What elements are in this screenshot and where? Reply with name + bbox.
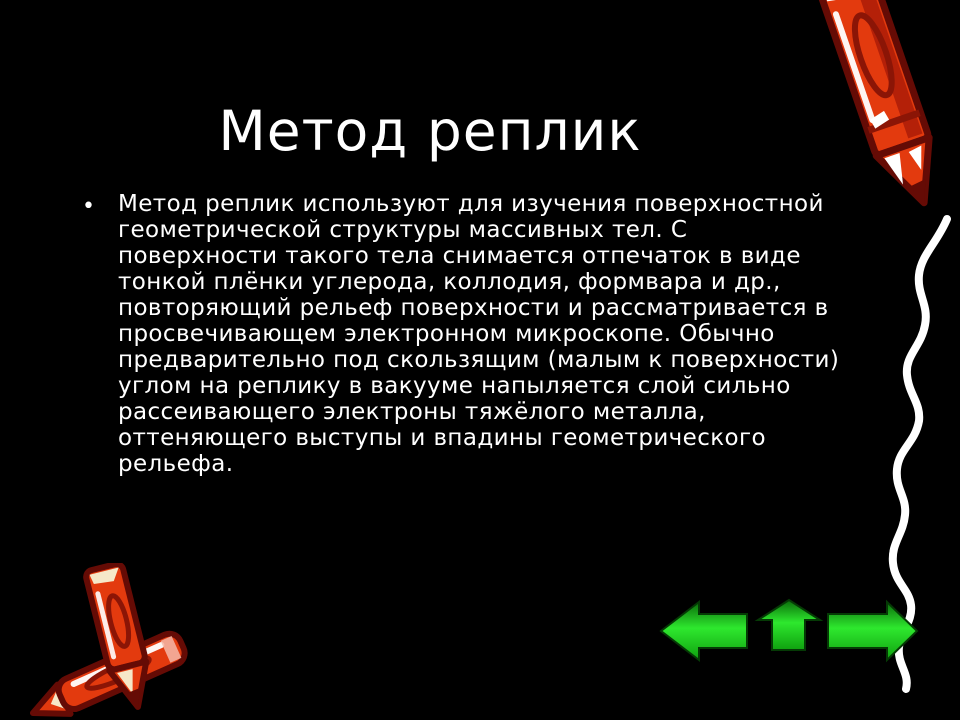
back-arrow-button[interactable] [661,602,747,660]
body-text-line: рельефа. [118,451,234,477]
up-arrow-button[interactable] [758,600,820,650]
body-text-line: тонкой плёнки углерода, коллодия, формвара и др., [118,269,781,295]
bullet-marker: • [82,194,95,219]
body-text-line: повторяющий рельеф поверхности и рассматривается в [118,295,829,321]
crossed-red-crayons-icon [18,563,218,720]
body-text-line: предварительно под скользящим (малым к поверхности) [118,347,840,373]
crayon-tip [876,138,948,213]
body-text-line: рассеивающего электроны тяжёлого металла, [118,399,706,425]
body-text-line: геометрической структуры массивных тел. С [118,217,688,243]
body-text-line: углом на реплику в вакууме напыляется слой сильно [118,373,791,399]
page-title: Метод реплик [218,99,642,163]
forward-arrow-button[interactable] [828,602,917,660]
body-text-line: оттеняющего выступы и впадины геометрического [118,425,766,451]
nav-arrows [655,595,925,675]
body-text-line: поверхности такого тела снимается отпечаток в виде [118,243,801,269]
body-text-block [118,191,888,477]
body-text-line: Метод реплик используют для изучения поверхностной [118,191,824,217]
body-text-line: просвечивающем электронном микроскопе. Обычно [118,321,775,347]
